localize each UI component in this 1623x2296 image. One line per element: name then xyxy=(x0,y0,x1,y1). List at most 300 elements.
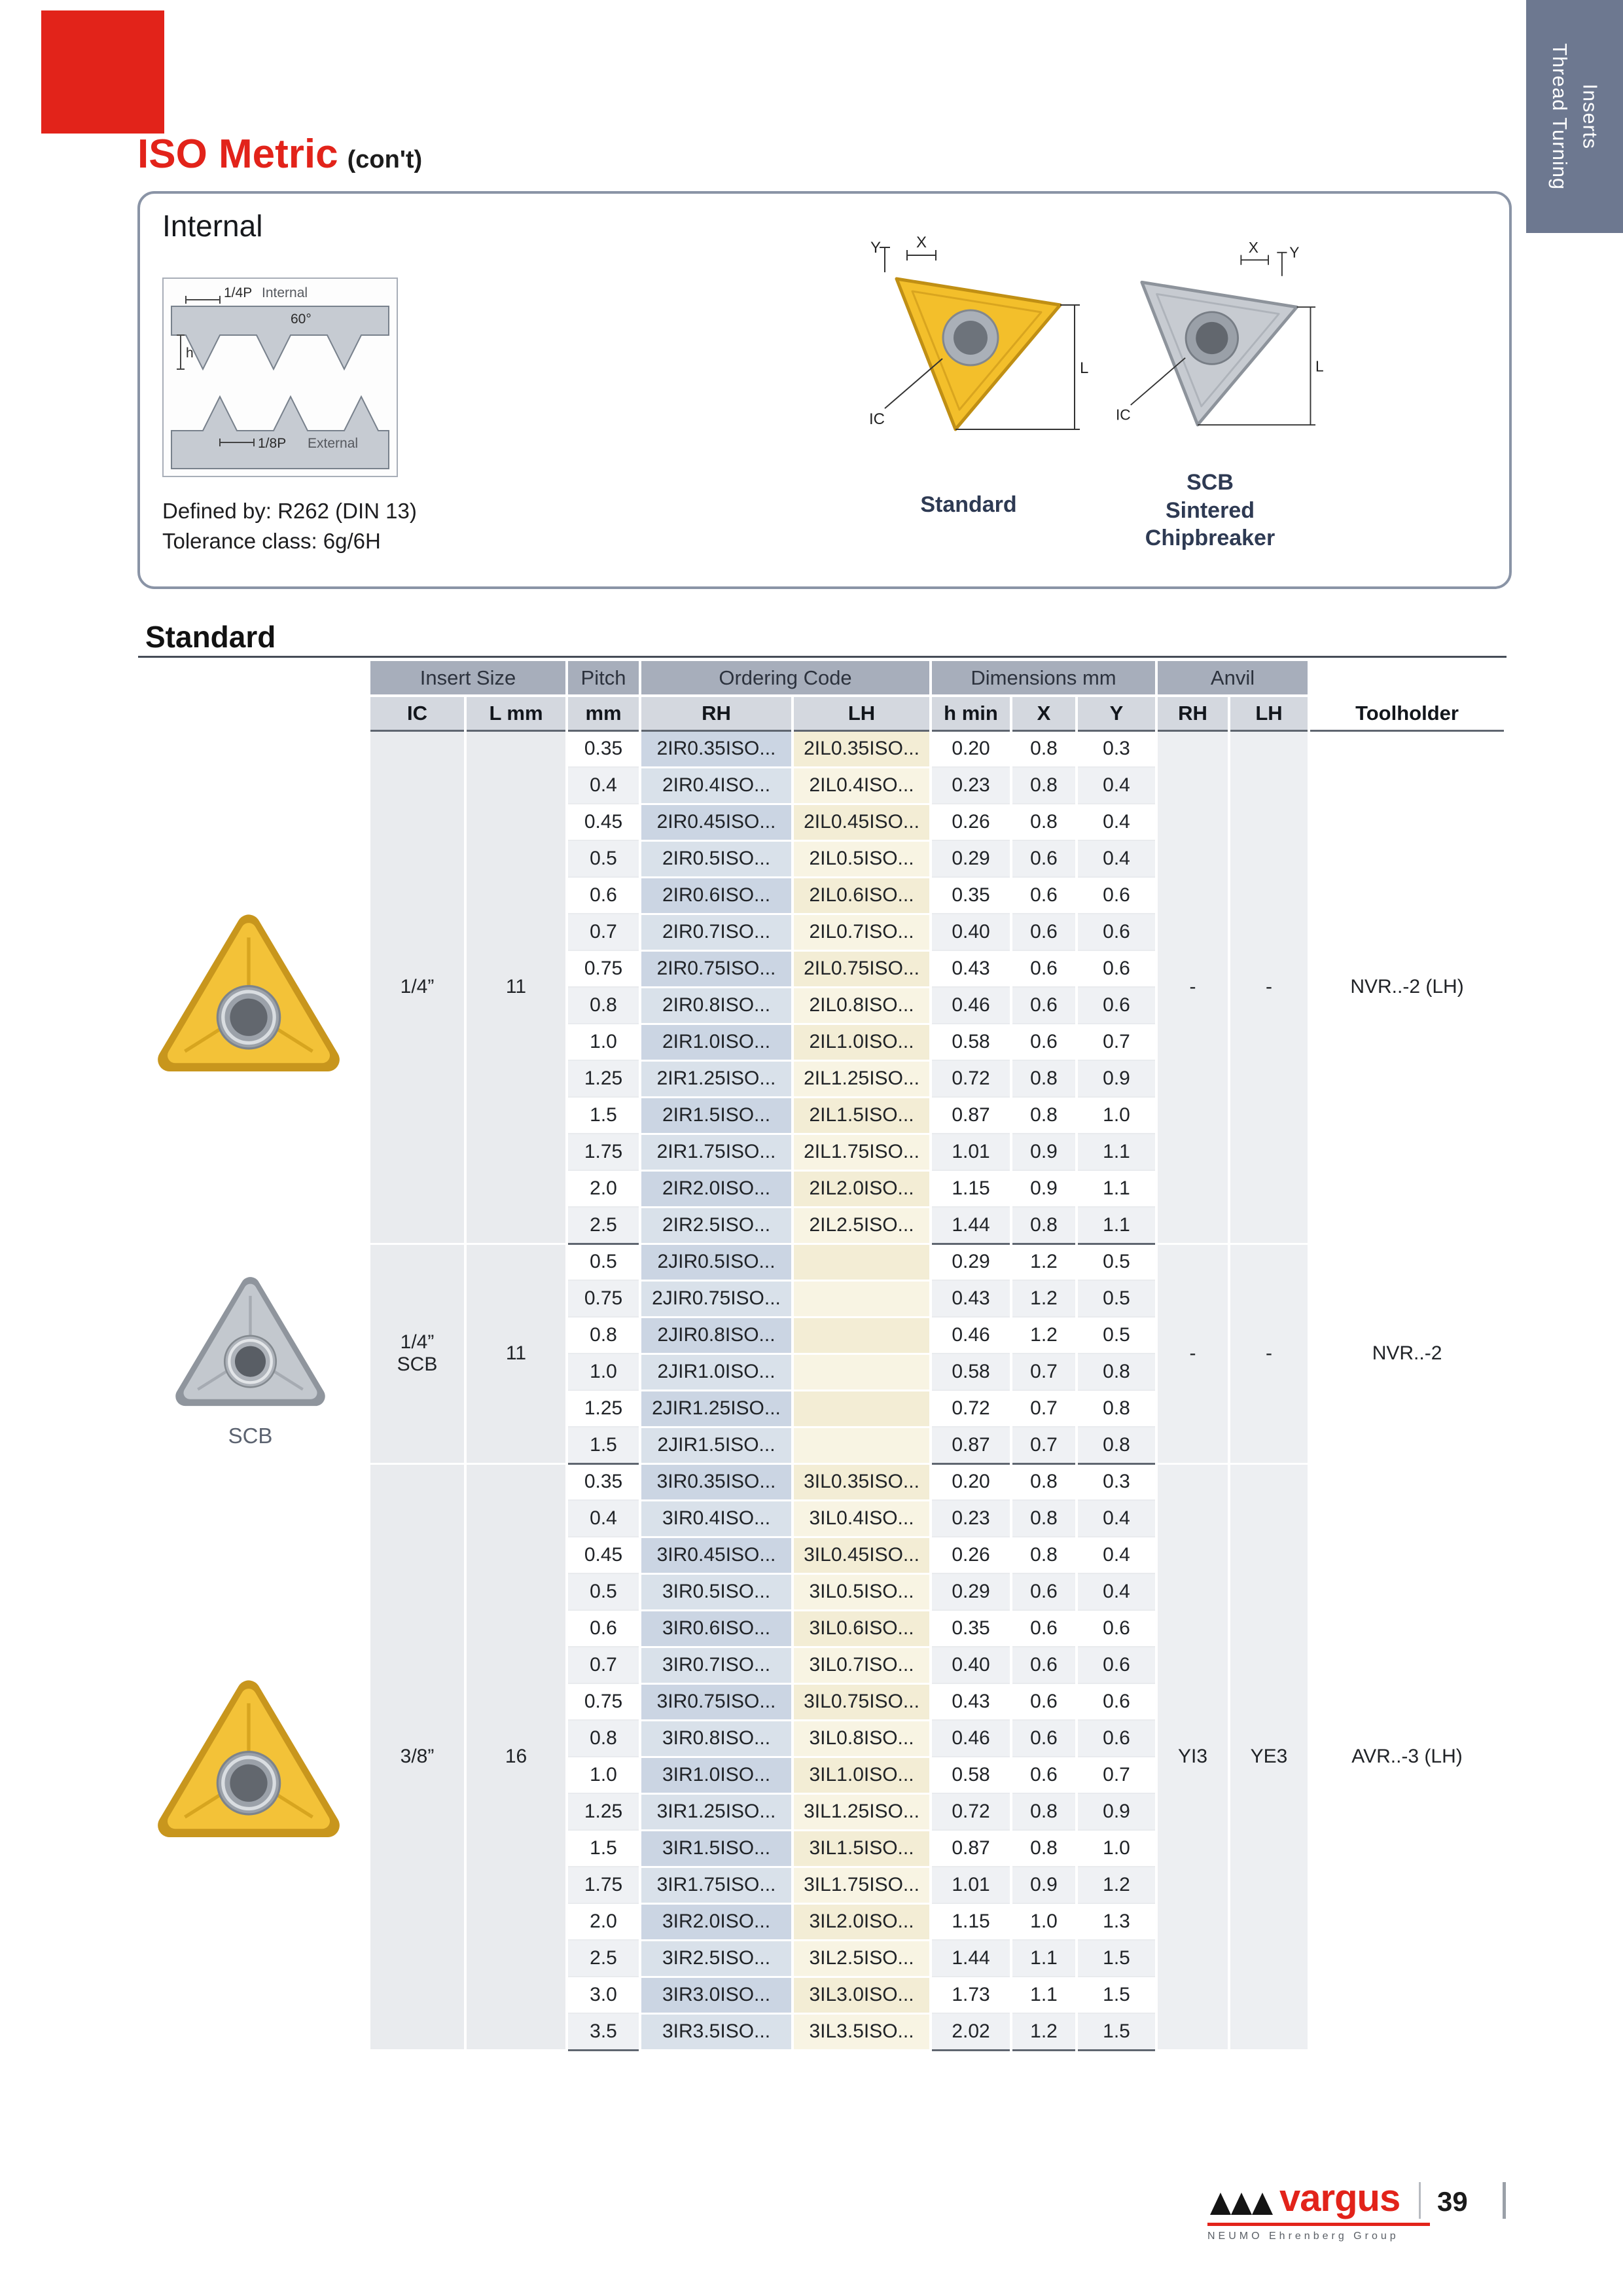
hmin-cell: 0.26 xyxy=(931,804,1011,840)
pitch-cell: 0.75 xyxy=(567,1683,640,1720)
anvil-rh-cell: - xyxy=(1156,730,1229,1244)
rh-code-cell: 3IR0.5ISO... xyxy=(640,1573,793,1610)
y-cell: 0.4 xyxy=(1077,840,1156,877)
group-header-dimensions: Dimensions mm xyxy=(931,661,1156,696)
scb-caption-line1: SCB xyxy=(1186,470,1234,495)
hmin-cell: 0.43 xyxy=(931,1280,1011,1317)
x-cell: 0.8 xyxy=(1011,1830,1077,1867)
y-cell: 0.5 xyxy=(1077,1317,1156,1354)
hmin-cell: 0.72 xyxy=(931,1793,1011,1830)
hmin-cell: 0.43 xyxy=(931,950,1011,987)
x-cell: 0.8 xyxy=(1011,1097,1077,1134)
x-cell: 0.6 xyxy=(1011,1610,1077,1647)
x-cell: 0.6 xyxy=(1011,1683,1077,1720)
pitch-cell: 1.25 xyxy=(567,1060,640,1097)
rh-code-cell: 3IR3.0ISO... xyxy=(640,1977,793,2013)
y-cell: 0.4 xyxy=(1077,1500,1156,1537)
scb-caption xyxy=(1092,469,1328,552)
group-header-empty xyxy=(1309,661,1505,696)
anvil-lh-cell: YE3 xyxy=(1229,1463,1309,2050)
dim-l-label: L xyxy=(1080,359,1089,377)
rh-code-cell: 2JIR0.5ISO... xyxy=(640,1244,793,1280)
pitch-cell: 1.0 xyxy=(567,1354,640,1390)
rh-code-cell: 2IR0.5ISO... xyxy=(640,840,793,877)
rh-code-cell: 3IR0.6ISO... xyxy=(640,1610,793,1647)
group-header-row xyxy=(370,661,1505,696)
col-l: L mm xyxy=(465,696,567,730)
x-cell: 0.7 xyxy=(1011,1427,1077,1463)
lh-code-cell: 2IL0.4ISO... xyxy=(793,767,931,804)
side-tab-label xyxy=(1544,43,1605,190)
x-cell: 1.2 xyxy=(1011,2013,1077,2050)
x-cell: 0.6 xyxy=(1011,914,1077,950)
rh-code-cell: 3IR1.5ISO... xyxy=(640,1830,793,1867)
y-cell: 0.6 xyxy=(1077,987,1156,1024)
hmin-cell: 0.58 xyxy=(931,1354,1011,1390)
rh-code-cell: 2IR0.45ISO... xyxy=(640,804,793,840)
hmin-cell: 0.58 xyxy=(931,1024,1011,1060)
thread-profile-diagram xyxy=(162,278,398,477)
side-tab-thread-turning xyxy=(1526,0,1623,233)
group-header-anvil: Anvil xyxy=(1156,661,1309,696)
hmin-cell: 0.72 xyxy=(931,1390,1011,1427)
ic-cell: 1/4” SCB xyxy=(370,1244,465,1463)
pitch-cell: 1.25 xyxy=(567,1390,640,1427)
lh-code-cell: 3IL3.5ISO... xyxy=(793,2013,931,2050)
section-rule xyxy=(138,656,1507,658)
lh-code-cell: 3IL1.25ISO... xyxy=(793,1793,931,1830)
brand-subtext: NEUMO Ehrenberg Group xyxy=(1207,2231,1399,2242)
pitch-cell: 0.75 xyxy=(567,1280,640,1317)
x-cell: 0.9 xyxy=(1011,1134,1077,1170)
x-cell: 0.9 xyxy=(1011,1170,1077,1207)
y-cell: 1.5 xyxy=(1077,1940,1156,1977)
dim-x-label: X xyxy=(916,234,927,251)
group-header-pitch: Pitch xyxy=(567,661,640,696)
page-number: 39 xyxy=(1437,2186,1468,2217)
pitch-cell: 0.7 xyxy=(567,1647,640,1683)
lh-code-cell xyxy=(793,1280,931,1317)
hmin-cell: 0.58 xyxy=(931,1757,1011,1793)
y-cell: 1.3 xyxy=(1077,1903,1156,1940)
x-cell: 1.1 xyxy=(1011,1940,1077,1977)
hmin-cell: 0.87 xyxy=(931,1097,1011,1134)
scb-caption-line2: Sintered xyxy=(1165,497,1255,523)
y-cell: 0.4 xyxy=(1077,767,1156,804)
col-x: X xyxy=(1011,696,1077,730)
rh-code-cell: 2IR0.7ISO... xyxy=(640,914,793,950)
y-cell: 1.1 xyxy=(1077,1170,1156,1207)
label-quarter-p: 1/4P xyxy=(224,285,253,300)
col-anvil-rh: RH xyxy=(1156,696,1229,730)
x-cell: 1.2 xyxy=(1011,1280,1077,1317)
lh-code-cell: 3IL2.0ISO... xyxy=(793,1903,931,1940)
x-cell: 0.6 xyxy=(1011,1647,1077,1683)
hmin-cell: 0.35 xyxy=(931,877,1011,914)
col-y: Y xyxy=(1077,696,1156,730)
x-cell: 0.8 xyxy=(1011,1500,1077,1537)
y-cell: 0.6 xyxy=(1077,1647,1156,1683)
x-cell: 0.9 xyxy=(1011,1867,1077,1903)
x-cell: 0.8 xyxy=(1011,1793,1077,1830)
label-h: h xyxy=(186,346,194,361)
rh-code-cell: 2IR0.4ISO... xyxy=(640,767,793,804)
insert-photo-three-eighths xyxy=(151,1676,347,1849)
ic-cell: 3/8” xyxy=(370,1463,465,2050)
y-cell: 0.3 xyxy=(1077,730,1156,767)
brand-corner-square xyxy=(41,10,164,134)
internal-section-box xyxy=(137,191,1512,589)
standard-table xyxy=(370,661,1507,2051)
defined-by-text: Defined by: R262 (DIN 13) xyxy=(162,499,417,523)
hmin-cell: 2.02 xyxy=(931,2013,1011,2050)
insert-photo-quarter-inch xyxy=(151,910,347,1083)
col-rh: RH xyxy=(640,696,793,730)
x-cell: 0.8 xyxy=(1011,1463,1077,1500)
y-cell: 1.1 xyxy=(1077,1207,1156,1244)
hmin-cell: 0.87 xyxy=(931,1427,1011,1463)
y-cell: 0.9 xyxy=(1077,1060,1156,1097)
pitch-cell: 2.0 xyxy=(567,1170,640,1207)
table-row xyxy=(370,1244,1505,1280)
pitch-cell: 0.4 xyxy=(567,767,640,804)
lh-code-cell: 2IL2.5ISO... xyxy=(793,1207,931,1244)
rh-code-cell: 3IR0.7ISO... xyxy=(640,1647,793,1683)
vargus-logo xyxy=(1207,2179,1400,2217)
y-cell: 0.5 xyxy=(1077,1244,1156,1280)
hmin-cell: 0.23 xyxy=(931,1500,1011,1537)
x-cell: 1.2 xyxy=(1011,1317,1077,1354)
lh-code-cell: 3IL1.5ISO... xyxy=(793,1830,931,1867)
hmin-cell: 0.29 xyxy=(931,1244,1011,1280)
y-cell: 0.4 xyxy=(1077,1537,1156,1573)
hmin-cell: 0.35 xyxy=(931,1610,1011,1647)
lh-code-cell: 2IL1.75ISO... xyxy=(793,1134,931,1170)
hmin-cell: 0.87 xyxy=(931,1830,1011,1867)
x-cell: 1.1 xyxy=(1011,1977,1077,2013)
pitch-cell: 1.5 xyxy=(567,1830,640,1867)
rh-code-cell: 2IR0.8ISO... xyxy=(640,987,793,1024)
lh-code-cell: 2IL0.5ISO... xyxy=(793,840,931,877)
group-header-ordering-code: Ordering Code xyxy=(640,661,931,696)
lh-code-cell: 3IL0.45ISO... xyxy=(793,1537,931,1573)
lh-code-cell: 3IL0.5ISO... xyxy=(793,1573,931,1610)
lh-code-cell: 3IL0.7ISO... xyxy=(793,1647,931,1683)
rh-code-cell: 3IR0.75ISO... xyxy=(640,1683,793,1720)
pitch-cell: 0.8 xyxy=(567,1317,640,1354)
rh-code-cell: 2IR1.5ISO... xyxy=(640,1097,793,1134)
pitch-cell: 0.5 xyxy=(567,1573,640,1610)
pitch-cell: 0.7 xyxy=(567,914,640,950)
page-title xyxy=(137,131,422,177)
col-toolholder: Toolholder xyxy=(1309,696,1505,730)
y-cell: 0.6 xyxy=(1077,1683,1156,1720)
pitch-cell: 0.8 xyxy=(567,987,640,1024)
pitch-cell: 0.45 xyxy=(567,1537,640,1573)
pitch-cell: 0.5 xyxy=(567,840,640,877)
pitch-cell: 0.35 xyxy=(567,730,640,767)
x-cell: 0.6 xyxy=(1011,1024,1077,1060)
pitch-cell: 1.0 xyxy=(567,1024,640,1060)
lh-code-cell: 3IL3.0ISO... xyxy=(793,1977,931,2013)
hmin-cell: 0.43 xyxy=(931,1683,1011,1720)
l-cell: 11 xyxy=(465,1244,567,1463)
page-title-text: ISO Metric xyxy=(137,132,338,177)
x-cell: 1.0 xyxy=(1011,1903,1077,1940)
l-cell: 11 xyxy=(465,730,567,1244)
x-cell: 0.7 xyxy=(1011,1390,1077,1427)
lh-code-cell xyxy=(793,1427,931,1463)
rh-code-cell: 2IR0.35ISO... xyxy=(640,730,793,767)
rh-code-cell: 2JIR0.75ISO... xyxy=(640,1280,793,1317)
lh-code-cell: 3IL0.8ISO... xyxy=(793,1720,931,1757)
y-cell: 0.6 xyxy=(1077,1720,1156,1757)
y-cell: 0.6 xyxy=(1077,950,1156,987)
dim-ic-label: IC xyxy=(869,410,885,428)
standard-caption: Standard xyxy=(920,492,1017,517)
pitch-cell: 0.8 xyxy=(567,1720,640,1757)
dim-y-label: Y xyxy=(870,239,882,257)
lh-code-cell: 2IL1.5ISO... xyxy=(793,1097,931,1134)
lh-code-cell: 2IL0.75ISO... xyxy=(793,950,931,987)
pitch-cell: 0.6 xyxy=(567,1610,640,1647)
y-cell: 0.7 xyxy=(1077,1757,1156,1793)
anvil-lh-cell: - xyxy=(1229,1244,1309,1463)
x-cell: 0.7 xyxy=(1011,1354,1077,1390)
column-header-row xyxy=(370,696,1505,730)
pitch-cell: 0.35 xyxy=(567,1463,640,1500)
y-cell: 0.4 xyxy=(1077,1573,1156,1610)
pitch-cell: 1.0 xyxy=(567,1757,640,1793)
rh-code-cell: 3IR0.4ISO... xyxy=(640,1500,793,1537)
rh-code-cell: 2IR2.5ISO... xyxy=(640,1207,793,1244)
dim-ic-label-scb: IC xyxy=(1116,406,1131,423)
dim-x-label-scb: X xyxy=(1248,238,1258,256)
x-cell: 0.8 xyxy=(1011,730,1077,767)
hmin-cell: 1.15 xyxy=(931,1170,1011,1207)
x-cell: 0.6 xyxy=(1011,987,1077,1024)
scb-insert-illustration xyxy=(1092,233,1328,456)
y-cell: 0.4 xyxy=(1077,804,1156,840)
brand-red-rule xyxy=(1207,2223,1430,2226)
standard-insert-illustration xyxy=(844,233,1093,456)
y-cell: 1.5 xyxy=(1077,1977,1156,2013)
rh-code-cell: 3IR2.5ISO... xyxy=(640,1940,793,1977)
pitch-cell: 3.5 xyxy=(567,2013,640,2050)
lh-code-cell: 3IL0.4ISO... xyxy=(793,1500,931,1537)
internal-box-title: Internal xyxy=(162,209,263,243)
lh-code-cell: 2IL0.7ISO... xyxy=(793,914,931,950)
col-pitch-mm: mm xyxy=(567,696,640,730)
pitch-cell: 2.5 xyxy=(567,1940,640,1977)
tab-line-1: Thread Turning xyxy=(1548,43,1571,190)
footer-end-bar xyxy=(1503,2182,1506,2219)
rh-code-cell: 2JIR1.5ISO... xyxy=(640,1427,793,1463)
hmin-cell: 1.44 xyxy=(931,1940,1011,1977)
y-cell: 0.8 xyxy=(1077,1390,1156,1427)
table-row xyxy=(370,1463,1505,1500)
toolholder-cell: NVR..-2 xyxy=(1309,1244,1505,1463)
x-cell: 0.6 xyxy=(1011,877,1077,914)
lh-code-cell: 3IL1.0ISO... xyxy=(793,1757,931,1793)
label-internal: Internal xyxy=(262,285,308,300)
rh-code-cell: 2IR1.25ISO... xyxy=(640,1060,793,1097)
lh-code-cell: 3IL0.75ISO... xyxy=(793,1683,931,1720)
tolerance-text: Tolerance class: 6g/6H xyxy=(162,529,381,554)
rh-code-cell: 3IR0.35ISO... xyxy=(640,1463,793,1500)
hmin-cell: 1.01 xyxy=(931,1867,1011,1903)
hmin-cell: 0.46 xyxy=(931,1720,1011,1757)
hmin-cell: 0.72 xyxy=(931,1060,1011,1097)
hmin-cell: 1.73 xyxy=(931,1977,1011,2013)
group-header-insert-size: Insert Size xyxy=(370,661,567,696)
hmin-cell: 0.26 xyxy=(931,1537,1011,1573)
footer-divider xyxy=(1419,2182,1421,2219)
lh-code-cell: 2IL1.0ISO... xyxy=(793,1024,931,1060)
x-cell: 0.8 xyxy=(1011,804,1077,840)
hmin-cell: 0.40 xyxy=(931,914,1011,950)
x-cell: 0.6 xyxy=(1011,950,1077,987)
pitch-cell: 2.0 xyxy=(567,1903,640,1940)
x-cell: 0.8 xyxy=(1011,767,1077,804)
col-anvil-lh: LH xyxy=(1229,696,1309,730)
y-cell: 0.5 xyxy=(1077,1280,1156,1317)
lh-code-cell: 2IL0.8ISO... xyxy=(793,987,931,1024)
y-cell: 0.3 xyxy=(1077,1463,1156,1500)
anvil-lh-cell: - xyxy=(1229,730,1309,1244)
vargus-triangles-icon xyxy=(1207,2187,1275,2217)
page-title-suffix: (con't) xyxy=(347,146,423,173)
x-cell: 0.6 xyxy=(1011,1573,1077,1610)
lh-code-cell: 3IL1.75ISO... xyxy=(793,1867,931,1903)
lh-code-cell xyxy=(793,1390,931,1427)
pitch-cell: 1.5 xyxy=(567,1427,640,1463)
y-cell: 0.6 xyxy=(1077,877,1156,914)
label-angle: 60° xyxy=(291,312,312,327)
rh-code-cell: 3IR3.5ISO... xyxy=(640,2013,793,2050)
rh-code-cell: 2IR1.0ISO... xyxy=(640,1024,793,1060)
hmin-cell: 0.40 xyxy=(931,1647,1011,1683)
lh-code-cell: 2IL0.6ISO... xyxy=(793,877,931,914)
y-cell: 0.9 xyxy=(1077,1793,1156,1830)
rh-code-cell: 2IR1.75ISO... xyxy=(640,1134,793,1170)
col-hmin: h min xyxy=(931,696,1011,730)
anvil-rh-cell: YI3 xyxy=(1156,1463,1229,2050)
lh-code-cell xyxy=(793,1354,931,1390)
pitch-cell: 0.4 xyxy=(567,1500,640,1537)
lh-code-cell: 2IL0.45ISO... xyxy=(793,804,931,840)
rh-code-cell: 3IR0.45ISO... xyxy=(640,1537,793,1573)
hmin-cell: 0.20 xyxy=(931,730,1011,767)
hmin-cell: 1.01 xyxy=(931,1134,1011,1170)
lh-code-cell: 3IL2.5ISO... xyxy=(793,1940,931,1977)
section-title-standard: Standard xyxy=(145,620,276,654)
table-row xyxy=(370,730,1505,767)
tab-line-2: Inserts xyxy=(1578,83,1602,149)
x-cell: 0.6 xyxy=(1011,1757,1077,1793)
scb-caption-line3: Chipbreaker xyxy=(1145,526,1275,550)
rh-code-cell: 3IR0.8ISO... xyxy=(640,1720,793,1757)
hmin-cell: 0.29 xyxy=(931,1573,1011,1610)
hmin-cell: 1.44 xyxy=(931,1207,1011,1244)
pitch-cell: 1.5 xyxy=(567,1097,640,1134)
rh-code-cell: 2IR0.6ISO... xyxy=(640,877,793,914)
rh-code-cell: 3IR1.0ISO... xyxy=(640,1757,793,1793)
insert-group-2 xyxy=(370,1244,1505,1463)
pitch-cell: 2.5 xyxy=(567,1207,640,1244)
col-ic: IC xyxy=(370,696,465,730)
lh-code-cell xyxy=(793,1244,931,1280)
lh-code-cell: 2IL0.35ISO... xyxy=(793,730,931,767)
x-cell: 0.8 xyxy=(1011,1537,1077,1573)
pitch-cell: 0.6 xyxy=(567,877,640,914)
hmin-cell: 0.46 xyxy=(931,1317,1011,1354)
lh-code-cell: 3IL0.6ISO... xyxy=(793,1610,931,1647)
label-eighth-p: 1/8P xyxy=(258,436,287,451)
y-cell: 1.1 xyxy=(1077,1134,1156,1170)
y-cell: 0.6 xyxy=(1077,914,1156,950)
rh-code-cell: 2IR2.0ISO... xyxy=(640,1170,793,1207)
lh-code-cell xyxy=(793,1317,931,1354)
lh-code-cell: 3IL0.35ISO... xyxy=(793,1463,931,1500)
rh-code-cell: 2IR0.75ISO... xyxy=(640,950,793,987)
col-lh: LH xyxy=(793,696,931,730)
rh-code-cell: 2JIR1.0ISO... xyxy=(640,1354,793,1390)
y-cell: 0.7 xyxy=(1077,1024,1156,1060)
insert-photo-scb xyxy=(170,1273,330,1416)
hmin-cell: 0.20 xyxy=(931,1463,1011,1500)
y-cell: 0.8 xyxy=(1077,1427,1156,1463)
x-cell: 0.8 xyxy=(1011,1060,1077,1097)
vargus-wordmark: vargus xyxy=(1279,2177,1400,2219)
hmin-cell: 0.23 xyxy=(931,767,1011,804)
x-cell: 0.6 xyxy=(1011,1720,1077,1757)
rh-code-cell: 2JIR1.25ISO... xyxy=(640,1390,793,1427)
label-external: External xyxy=(308,436,359,451)
pitch-cell: 1.75 xyxy=(567,1867,640,1903)
rh-code-cell: 2JIR0.8ISO... xyxy=(640,1317,793,1354)
insert-group-3 xyxy=(370,1463,1505,2050)
pitch-cell: 1.75 xyxy=(567,1134,640,1170)
hmin-cell: 1.15 xyxy=(931,1903,1011,1940)
hmin-cell: 0.29 xyxy=(931,840,1011,877)
pitch-cell: 1.25 xyxy=(567,1793,640,1830)
dim-y-label-scb: Y xyxy=(1289,243,1300,261)
rh-code-cell: 3IR1.75ISO... xyxy=(640,1867,793,1903)
x-cell: 0.6 xyxy=(1011,840,1077,877)
y-cell: 0.6 xyxy=(1077,1610,1156,1647)
pitch-cell: 0.45 xyxy=(567,804,640,840)
dim-l-label-scb: L xyxy=(1315,357,1324,375)
lh-code-cell: 2IL1.25ISO... xyxy=(793,1060,931,1097)
y-cell: 1.5 xyxy=(1077,2013,1156,2050)
x-cell: 1.2 xyxy=(1011,1244,1077,1280)
pitch-cell: 3.0 xyxy=(567,1977,640,2013)
hmin-cell: 0.46 xyxy=(931,987,1011,1024)
anvil-rh-cell: - xyxy=(1156,1244,1229,1463)
x-cell: 0.8 xyxy=(1011,1207,1077,1244)
y-cell: 1.0 xyxy=(1077,1097,1156,1134)
ic-cell: 1/4” xyxy=(370,730,465,1244)
y-cell: 0.8 xyxy=(1077,1354,1156,1390)
defined-by-block xyxy=(162,496,417,556)
scb-photo-label: SCB xyxy=(228,1424,273,1448)
insert-group-1 xyxy=(370,730,1505,1244)
toolholder-cell: NVR..-2 (LH) xyxy=(1309,730,1505,1244)
rh-code-cell: 3IR2.0ISO... xyxy=(640,1903,793,1940)
rh-code-cell: 3IR1.25ISO... xyxy=(640,1793,793,1830)
l-cell: 16 xyxy=(465,1463,567,2050)
